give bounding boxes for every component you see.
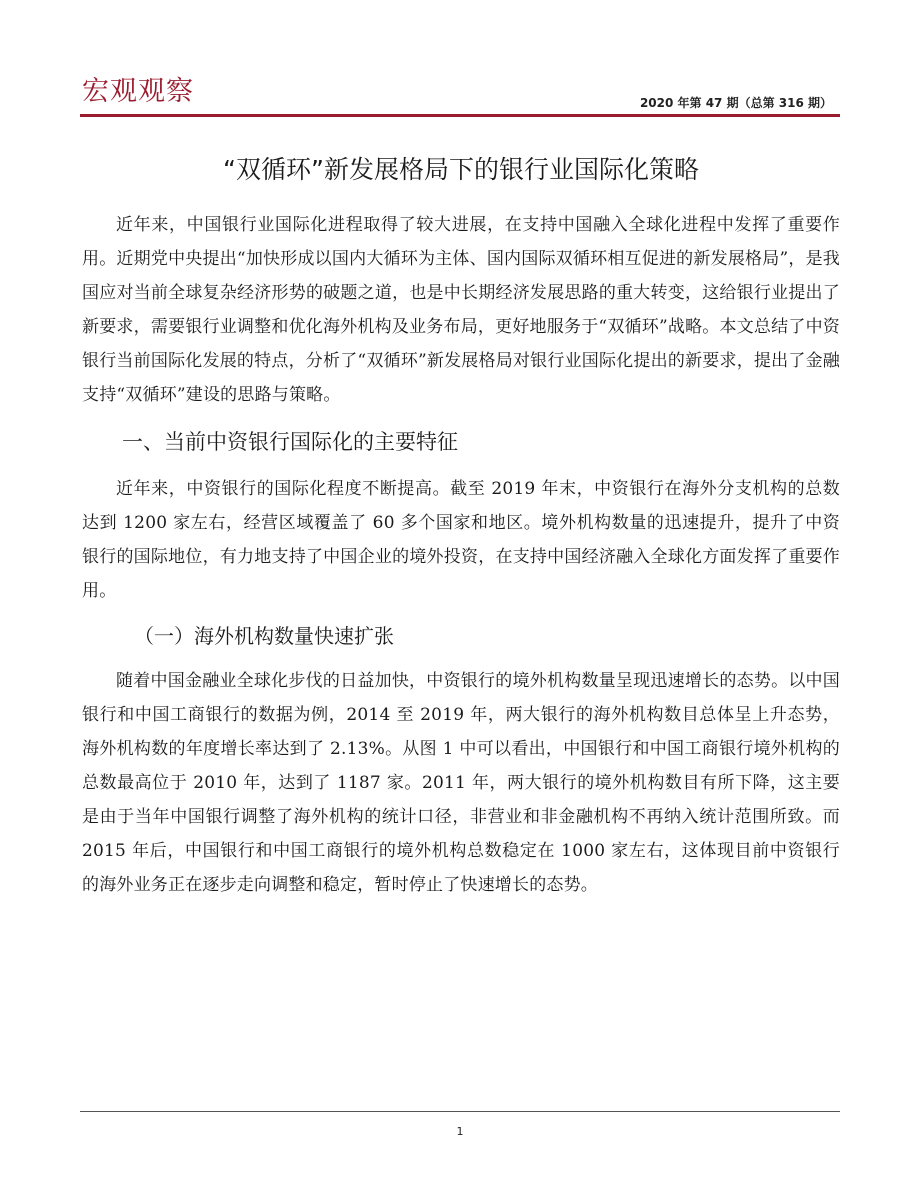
page-number: 1 xyxy=(456,1125,464,1138)
section-paragraph: 近年来，中资银行的国际化程度不断提高。截至 2019 年末，中资银行在海外分支机构的总数达到 1200 家左右，经营区域覆盖了 60 多个国家和地区。境外机构数量的迅速提升，提升了中资银行的国际地位，有力地支持了中国企业的境外投资，在支持中国经济融入全球化方面发挥了重要作用。 xyxy=(82,479,840,601)
article-body xyxy=(82,208,840,902)
section-title: 宏观观察 xyxy=(82,76,194,107)
header-divider xyxy=(80,114,840,117)
section-heading: 一、当前中资银行国际化的主要特征 xyxy=(122,430,458,454)
intro-paragraph: 近年来，中国银行业国际化进程取得了较大进展，在支持中国融入全球化进程中发挥了重要作用。近期党中央提出“加快形成以国内大循环为主体、国内国际双循环相互促进的新发展格局”，是我国应对当前全球复杂经济形势的破题之道，也是中长期经济发展思路的重大转变，这给银行业提出了新要求，需要银行业调整和优化海外机构及业务布局，更好地服务于“双循环”战略。本文总结了中资银行当前国际化发展的特点，分析了“双循环”新发展格局对银行业国际化提出的新要求，提出了金融支持“双循环”建设的思路与策略。 xyxy=(82,215,840,405)
footer-divider xyxy=(80,1111,840,1112)
subsection-heading: （一）海外机构数量快速扩张 xyxy=(134,624,394,648)
subsection-paragraph: 随着中国金融业全球化步伐的日益加快，中资银行的境外机构数量呈现迅速增长的态势。以中国银行和中国工商银行的数据为例，2014 至 2019 年，两大银行的海外机构数目总体呈上升态势，海外机构数的年度增长率达到了 2.13%。从图 1 中可以看出，中国银行和中国工商银行境外机构的总数最高位于 2010 年，达到了 1187 家。2011 年，两大银行的境外机构数目有所下降，这主要是由于当年中国银行调整了海外机构的统计口径，非营业和非金融机构不再纳入统计范围所致。而 2015 年后，中国银行和中国工商银行的境外机构总数稳定在 1000 家左右，这体现目前中资银行的海外业务正在逐步走向调整和稳定，暂时停止了快速增长的态势。 xyxy=(82,671,840,895)
article-title: “双循环”新发展格局下的银行业国际化策略 xyxy=(223,155,699,184)
issue-number: 2020 年第 47 期（总第 316 期） xyxy=(639,96,832,110)
